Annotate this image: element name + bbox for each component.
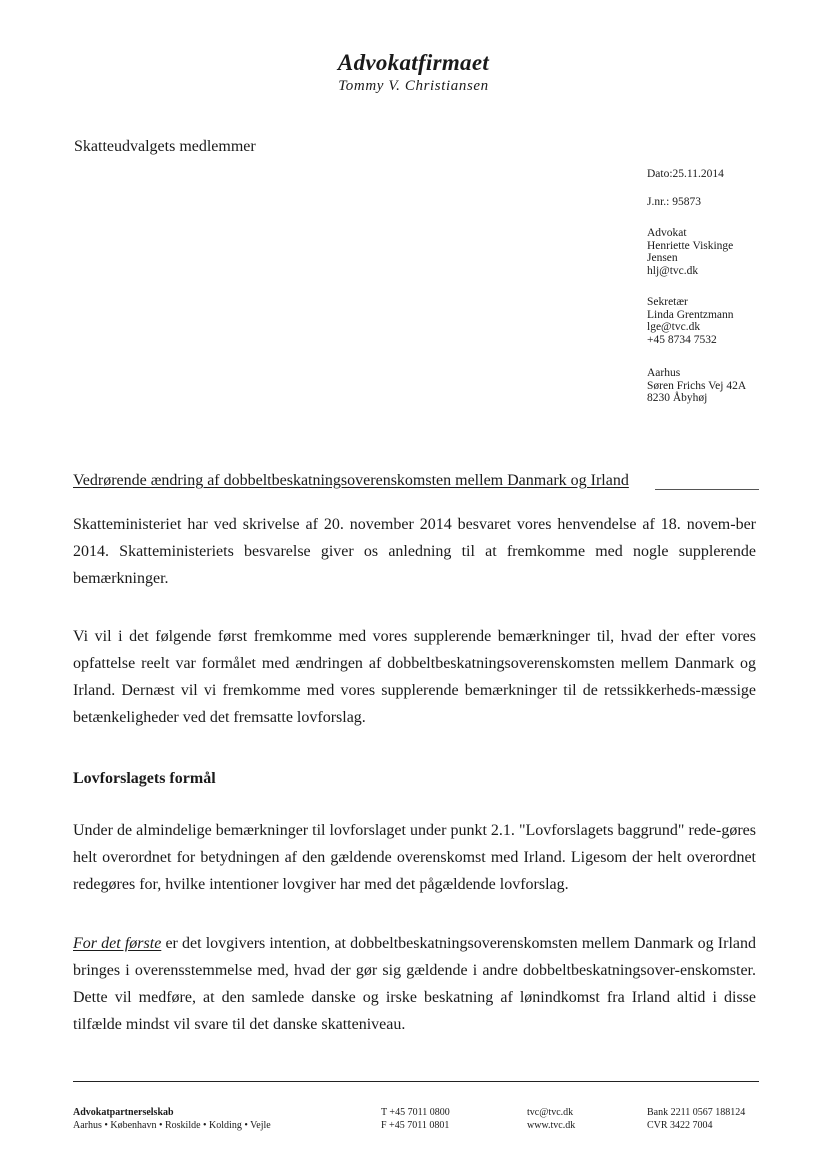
footer-phone-block [381,1106,450,1132]
meta-jnr [647,196,701,209]
paragraph-4-text: er det lovgivers intention, at dobbeltbeskatningsoverenskomsten mellem Danmark og Irland bringes i overensstemmelse med, hvad der gør sig gældende i andre dobbeltbeskatningsover-enskomster. Dette vil medføre, at den samlede danske og irske beskatning af lønindkomst fra Irland altid i disse tilfælde mindst vil svare til det danske skatteniveau. [73,935,756,1033]
lawyer-name-2: Jensen [647,252,678,265]
meta-date [647,168,724,181]
secretary-email[interactable]: lge@tvc.dk [647,321,701,334]
subject-rule [655,489,759,490]
footer-cvr: CVR 3422 7004 [647,1120,713,1131]
footer-company-block [73,1106,271,1132]
paragraph-1: Skatteministeriet har ved skrivelse af 20. november 2014 besvaret vores henvendelse af 18. novem-ber 2014. Skatteministeriets besvarelse giver os anledning til at fremkomme med nogle supplerende bemærkninger. [73,516,756,587]
footer-bank-block [647,1106,745,1132]
recipient: Skatteudvalgets medlemmer [74,138,256,155]
jnr-text: J.nr.: 95873 [647,196,701,208]
paragraph-3: Under de almindelige bemærkninger til lovforslaget under punkt 2.1. "Lovforslagets baggrund" rede-gøres helt overordnet for betydningen af den gældende overenskomst med Irland. Ligesom der helt overordnet redegøres for, hvilke intentioner lovgiver har med det pågældende lovforslag. [73,822,756,893]
footer-divider [73,1081,759,1082]
footer-contact-block [527,1106,575,1132]
firm-subtitle: Tommy V. Christiansen [338,78,489,94]
footer-web[interactable]: www.tvc.dk [527,1120,576,1131]
meta-lawyer [647,227,733,277]
secretary-name: Linda Grentzmann [647,308,734,321]
footer-bank: Bank 2211 0567 188124 [647,1107,746,1118]
lawyer-title: Advokat [647,227,687,239]
office-postal: 8230 Åbyhøj [647,392,708,405]
footer-company: Advokatpartnerselskab [73,1107,174,1118]
meta-secretary [647,296,734,346]
subject-line: Vedrørende ændring af dobbeltbeskatningsoverenskomsten mellem Danmark og Irland [73,472,629,489]
lawyer-name-1: Henriette Viskinge [647,239,734,252]
paragraph-4-lead: For det første [73,935,162,952]
section-heading: Lovforslagets formål [73,770,216,787]
paragraph-4 [73,930,756,1038]
meta-office [647,367,746,405]
footer-offices: Aarhus • København • Roskilde • Kolding • Vejle [73,1120,271,1131]
paragraph-2: Vi vil i det følgende først fremkomme med vores supplerende bemærkninger til, hvad der efter vores opfattelse reelt var formålet med ændringen af dobbeltbeskatningsoverenskomsten mellem Danmark og Irland. Dernæst vil vi fremkomme med vores supplerende bemærkninger til de retssikkerheds-mæssige betænkeligheder ved det fremsatte lovforslag. [73,628,756,726]
firm-name: Advokatfirmaet [337,50,490,75]
footer-phone: T +45 7011 0800 [381,1107,450,1118]
date-text: Dato:25.11.2014 [647,168,724,180]
secretary-phone: +45 8734 7532 [647,333,717,346]
lawyer-email[interactable]: hlj@tvc.dk [647,264,699,277]
secretary-title: Sekretær [647,296,688,308]
footer-fax: F +45 7011 0801 [381,1120,450,1131]
office-street: Søren Frichs Vej 42A [647,379,747,392]
office-city: Aarhus [647,367,681,379]
footer-email[interactable]: tvc@tvc.dk [527,1107,574,1118]
